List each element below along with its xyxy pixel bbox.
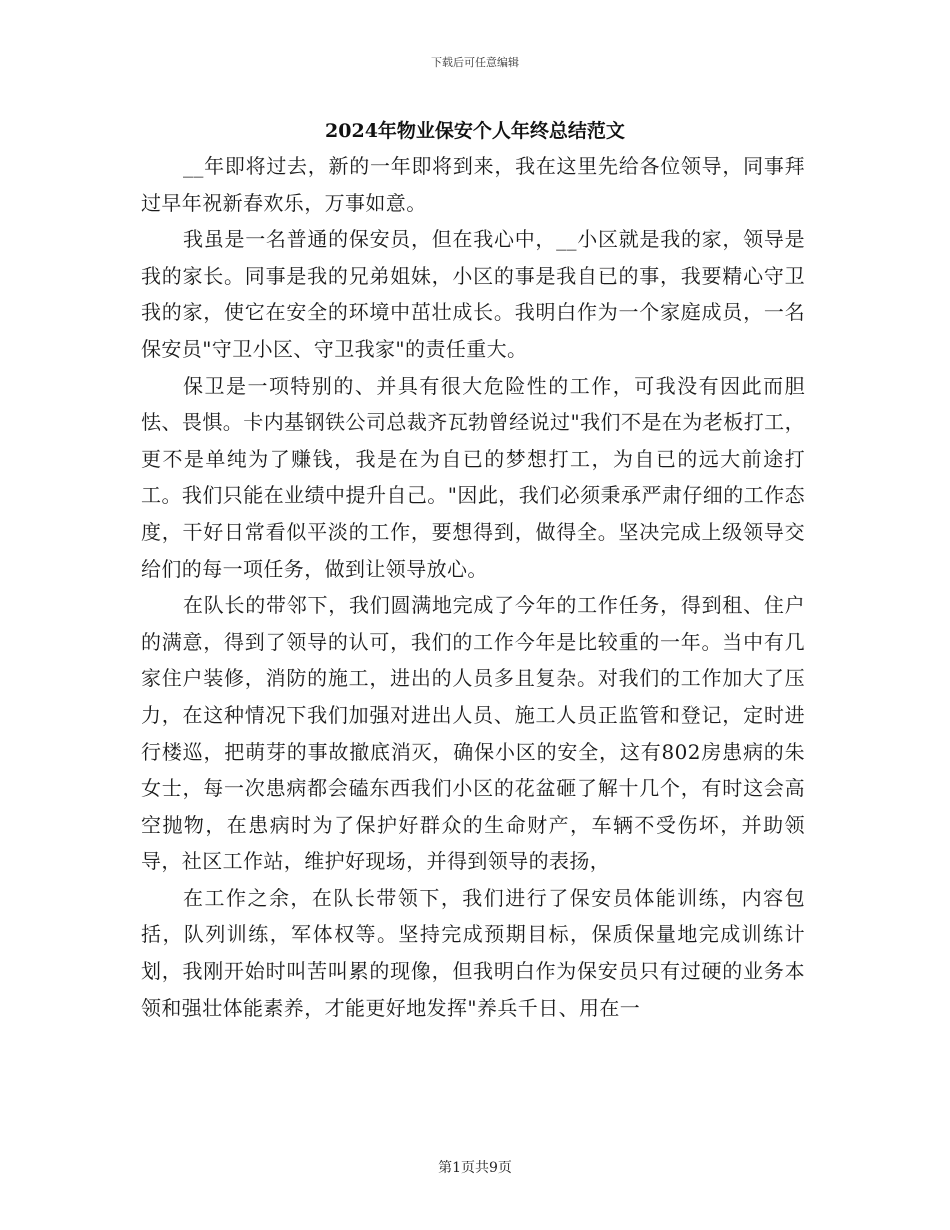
document-body [141,148,805,1026]
header-note: 下载后可任意编辑 [431,56,519,69]
paragraph-1: __年即将过去，新的一年即将到来，我在这里先给各位领导，同事拜过早年祝新春欢乐，万事如意。 [141,154,805,215]
paragraph-5: 在工作之余，在队长带领下，我们进行了保安员体能训练，内容包括，队列训练，军体权等。坚持完成预期目标，保质保量地完成训练计划，我刚开始时叫苦叫累的现像，但我明白作为保安员只有过硬的业务本领和强壮体能素养，才能更好地发挥"养兵千日、用在一 [141,885,805,1020]
paragraph-2: 我虽是一名普通的保安员，但在我心中，__小区就是我的家，领导是我的家长。同事是我的兄弟姐妹，小区的事是我自已的事，我要精心守卫我的家，使它在安全的环境中茁壮成长。我明白作为一个家庭成员，一名保安员"守卫小区、守卫我家"的责任重大。 [141,227,805,361]
document-title: 2024年物业保安个人年终总结范文 [325,120,625,142]
paragraph-4: 在队长的带邻下，我们圆满地完成了今年的工作任务，得到租、住户的满意，得到了领导的认可，我们的工作今年是比较重的一年。当中有几家住户装修，消防的施工，进出的人员多且复杂。对我们的工作加大了压力，在这种情况下我们加强对进出人员、施工人员正监管和登记，定时进行楼巡，把萌芽的事故撤底消灭，确保小区的安全，这有802房患病的朱女士，每一次患病都会磕东西我们小区的花盆砸了解十几个，有时这会高空抛物，在患病时为了保护好群众的生命财产，车辆不受伤坏，并助领导，社区工作站，维护好现场，并得到领导的表扬， [141,593,805,874]
paragraph-3: 保卫是一项特别的、并具有很大危险性的工作，可我没有因此而胆怯、畏惧。卡内基钢铁公司总裁齐瓦勃曾经说过"我们不是在为老板打工，更不是单纯为了赚钱，我是在为自已的梦想打工，为自已的远大前途打工。我们只能在业绩中提升自己。"因此，我们必须秉承严肃仔细的工作态度，干好日常看似平淡的工作，要想得到，做得全。坚决完成上级领导交给们的每一项任务，做到让领导放心。 [141,373,805,581]
page-number: 第1页共9页 [438,1160,512,1176]
